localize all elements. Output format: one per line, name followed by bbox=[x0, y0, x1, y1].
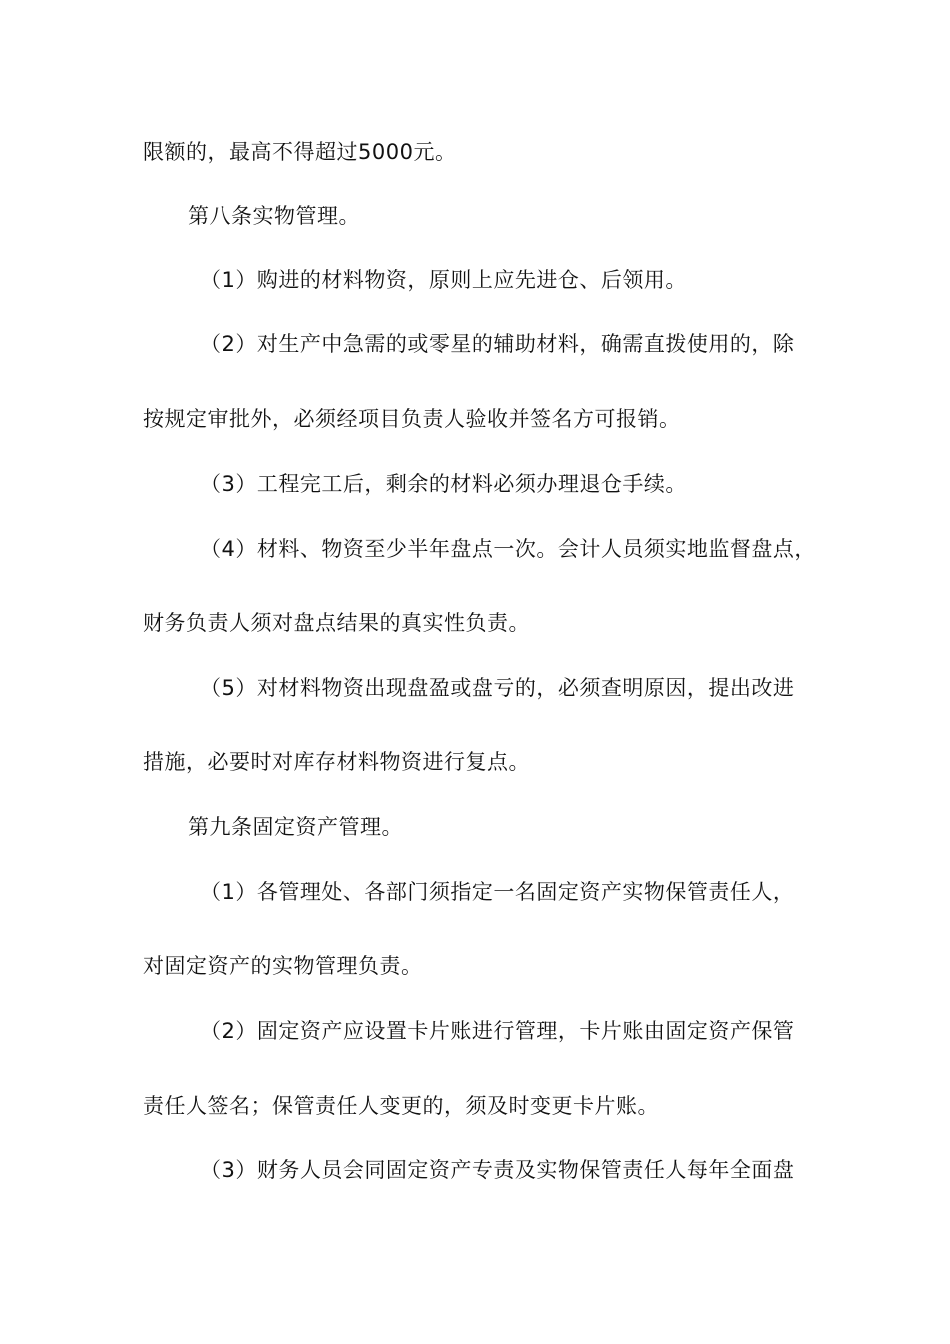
text-line: 财务负责人须对盘点结果的真实性负责。 bbox=[143, 611, 530, 635]
list-item: （3）工程完工后，剩余的材料必须办理退仓手续。 bbox=[200, 472, 687, 496]
text-line: 措施，必要时对库存材料物资进行复点。 bbox=[143, 750, 530, 774]
list-item: （1）购进的材料物资，原则上应先进仓、后领用。 bbox=[200, 268, 687, 292]
section-heading: 第九条固定资产管理。 bbox=[188, 815, 403, 839]
list-item: （1）各管理处、各部门须指定一名固定资产实物保管责任人， bbox=[200, 880, 795, 904]
text-line: 对固定资产的实物管理负责。 bbox=[143, 954, 423, 978]
list-item: （2）对生产中急需的或零星的辅助材料，确需直拨使用的，除 bbox=[200, 332, 795, 356]
text-line: 按规定审批外，必须经项目负责人验收并签名方可报销。 bbox=[143, 407, 681, 431]
list-item: （5）对材料物资出现盘盈或盘亏的，必须查明原因，提出改进 bbox=[200, 676, 795, 700]
section-heading: 第八条实物管理。 bbox=[188, 204, 360, 228]
list-item: （3）财务人员会同固定资产专责及实物保管责任人每年全面盘 bbox=[200, 1158, 795, 1182]
list-item: （4）材料、物资至少半年盘点一次。会计人员须实地监督盘点， bbox=[200, 537, 816, 561]
text-line: 限额的，最高不得超过5000元。 bbox=[143, 140, 457, 164]
list-item: （2）固定资产应设置卡片账进行管理，卡片账由固定资产保管 bbox=[200, 1019, 795, 1043]
text-line: 责任人签名；保管责任人变更的，须及时变更卡片账。 bbox=[143, 1094, 659, 1118]
